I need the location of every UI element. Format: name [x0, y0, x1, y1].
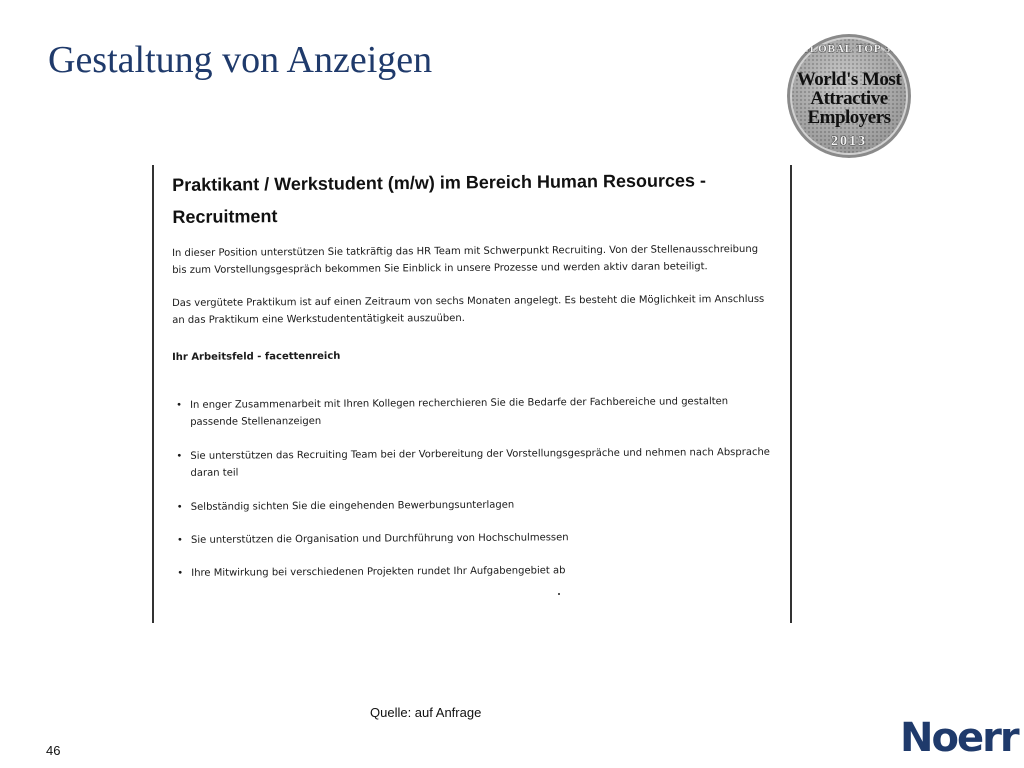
bullet-icon: • [176, 501, 183, 513]
job-ad-section-heading: Ihr Arbeitsfeld - facettenreich [172, 350, 341, 363]
job-ad-paragraph-2: Das vergütete Praktikum ist auf einen Zeitraum von sechs Monaten angelegt. Es besteht die Möglichkeit im Anschluss an das Praktikum eine Werkstudententätigkeit auszuüben. [172, 293, 765, 326]
task-list [172, 393, 773, 598]
job-ad-title: Praktikant / Werkstudent (m/w) im Bereich Human Resources - Recruitment [172, 170, 707, 227]
task-text: In enger Zusammenarbeit mit Ihren Kollegen recherchieren Sie die Bedarfe der Fachbereiche und gestalten passende Stellenanzeigen [190, 396, 729, 428]
bullet-icon: • [176, 450, 183, 462]
seal-top-text: GLOBAL TOP 50 [800, 43, 898, 55]
seal-line-1: World's Most [796, 69, 902, 90]
task-text: Sie unterstützen das Recruiting Team bei der Vorbereitung der Vorstellungsgespräche und nehmen nach Absprache daran teil [190, 446, 770, 479]
task-text: Sie unterstützen die Organisation und Durchführung von Hochschulmessen [190, 532, 569, 546]
list-item [173, 495, 773, 516]
list-item [173, 528, 773, 549]
list-item [172, 393, 772, 431]
scanned-job-ad [152, 165, 792, 623]
source-note: Quelle: auf Anfrage [370, 705, 482, 720]
list-item [173, 561, 773, 582]
award-seal-image [787, 34, 911, 158]
list-item [172, 444, 772, 482]
scan-artifact [558, 593, 560, 595]
slide-title: Gestaltung von Anzeigen [48, 39, 433, 81]
page-number: 46 [46, 743, 61, 758]
job-ad-paragraph-1: In dieser Position unterstützen Sie tatkräftig das HR Team mit Schwerpunkt Recruiting. Von der Stellenausschreibung bis zum Vorstellungsgespräch bekommen Sie Einblick in unsere Prozesse und werden aktiv daran beteiligt. [172, 243, 759, 276]
bullet-icon: • [176, 399, 183, 411]
seal-line-2: Attractive [810, 88, 888, 109]
seal-line-3: Employers [807, 107, 891, 128]
bullet-icon: • [177, 567, 184, 579]
task-text: Selbständig sichten Sie die eingehenden Bewerbungsunterlagen [190, 499, 515, 513]
task-text: Ihre Mitwirkung bei verschiedenen Projekten rundet Ihr Aufgabengebiet ab [191, 565, 566, 579]
seal-year: 2013 [831, 134, 867, 149]
noerr-logo: Noerr [900, 715, 1018, 761]
bullet-icon: • [176, 534, 183, 546]
